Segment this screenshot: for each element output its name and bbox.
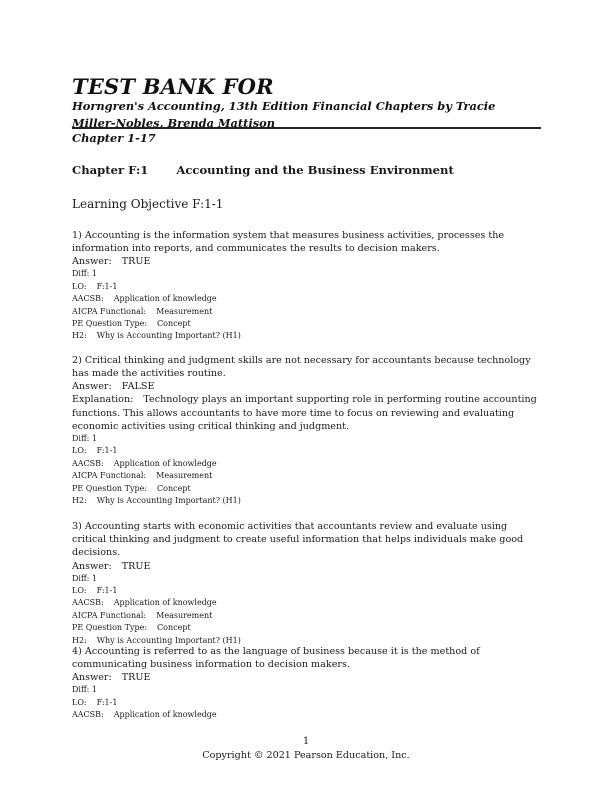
learning-objective: LO: F:1-1: [72, 446, 118, 456]
aicpa-functional: AICPA Functional: Measurement: [72, 471, 213, 481]
aacsb: AACSB: Application of knowledge: [72, 710, 217, 720]
difficulty: Diff: 1: [72, 269, 97, 279]
pe-question-type: PE Question Type: Concept: [72, 483, 191, 493]
question-stem: 4) Accounting is referred to as the language of business because it is the method of communicating business information to decision makers.: [72, 646, 480, 671]
aicpa-functional: AICPA Functional: Measurement: [72, 306, 213, 316]
page-number: 1: [302, 736, 310, 747]
question-3: [72, 520, 540, 647]
book-subtitle: Horngren's Accounting, 13th Edition Financial Chapters by Tracie Miller-Nobles, Brenda Mattison: [72, 99, 496, 130]
chapter-number: Chapter F:1: [72, 163, 149, 177]
question-1: [72, 229, 540, 343]
question-stem: 3) Accounting starts with economic activities that accountants review and evaluate using critical thinking and judgment to create useful information that helps individuals make good decisions.: [72, 521, 524, 559]
h2-topic: H2: Why is Accounting Important? (H1): [72, 635, 241, 645]
answer-line: Answer: FALSE: [72, 381, 155, 393]
pe-question-type: PE Question Type: Concept: [72, 623, 191, 633]
learning-objective: LO: F:1-1: [72, 586, 118, 596]
learning-objective: LO: F:1-1: [72, 281, 118, 291]
answer-line: Answer: TRUE: [72, 560, 151, 572]
h2-topic: H2: Why is Accounting Important? (H1): [72, 496, 241, 506]
chapter-heading: [72, 163, 454, 177]
question-2: [72, 354, 540, 507]
difficulty: Diff: 1: [72, 434, 97, 444]
chapter-title: Accounting and the Business Environment: [176, 163, 454, 177]
answer-value: TRUE: [121, 560, 151, 572]
pe-question-type: PE Question Type: Concept: [72, 319, 191, 329]
answer-line: Answer: TRUE: [72, 672, 151, 684]
learning-objective-heading: Learning Objective F:1-1: [72, 197, 224, 211]
copyright-notice: Copyright © 2021 Pearson Education, Inc.: [202, 750, 410, 761]
difficulty: Diff: 1: [72, 573, 97, 583]
answer-value: FALSE: [121, 381, 155, 393]
answer-value: TRUE: [121, 256, 151, 268]
question-stem: 2) Critical thinking and judgment skills are not necessary for accountants because technology has made the activities routine.: [72, 355, 531, 380]
answer-value: TRUE: [121, 672, 151, 684]
header-rule: [72, 127, 541, 129]
difficulty: Diff: 1: [72, 685, 97, 695]
h2-topic: H2: Why is Accounting Important? (H1): [72, 331, 241, 341]
learning-objective: LO: F:1-1: [72, 697, 118, 707]
answer-line: Answer: TRUE: [72, 256, 151, 268]
aacsb: AACSB: Application of knowledge: [72, 598, 217, 608]
chapter-range: Chapter 1-17: [72, 131, 156, 145]
aacsb: AACSB: Application of knowledge: [72, 458, 217, 468]
question-stem: 1) Accounting is the information system that measures business activities, processes the information into reports, and communicates the results to decision makers.: [72, 230, 505, 255]
banner-title: TEST BANK FOR: [72, 74, 274, 99]
question-4: [72, 645, 540, 722]
aacsb: AACSB: Application of knowledge: [72, 294, 217, 304]
aicpa-functional: AICPA Functional: Measurement: [72, 610, 213, 620]
explanation: Explanation: Technology plays an important supporting role in performing routine accounting functions. This allows accountants to have more time to focus on reviewing and evaluating economic activities using critical thinking and judgment.: [72, 394, 537, 432]
